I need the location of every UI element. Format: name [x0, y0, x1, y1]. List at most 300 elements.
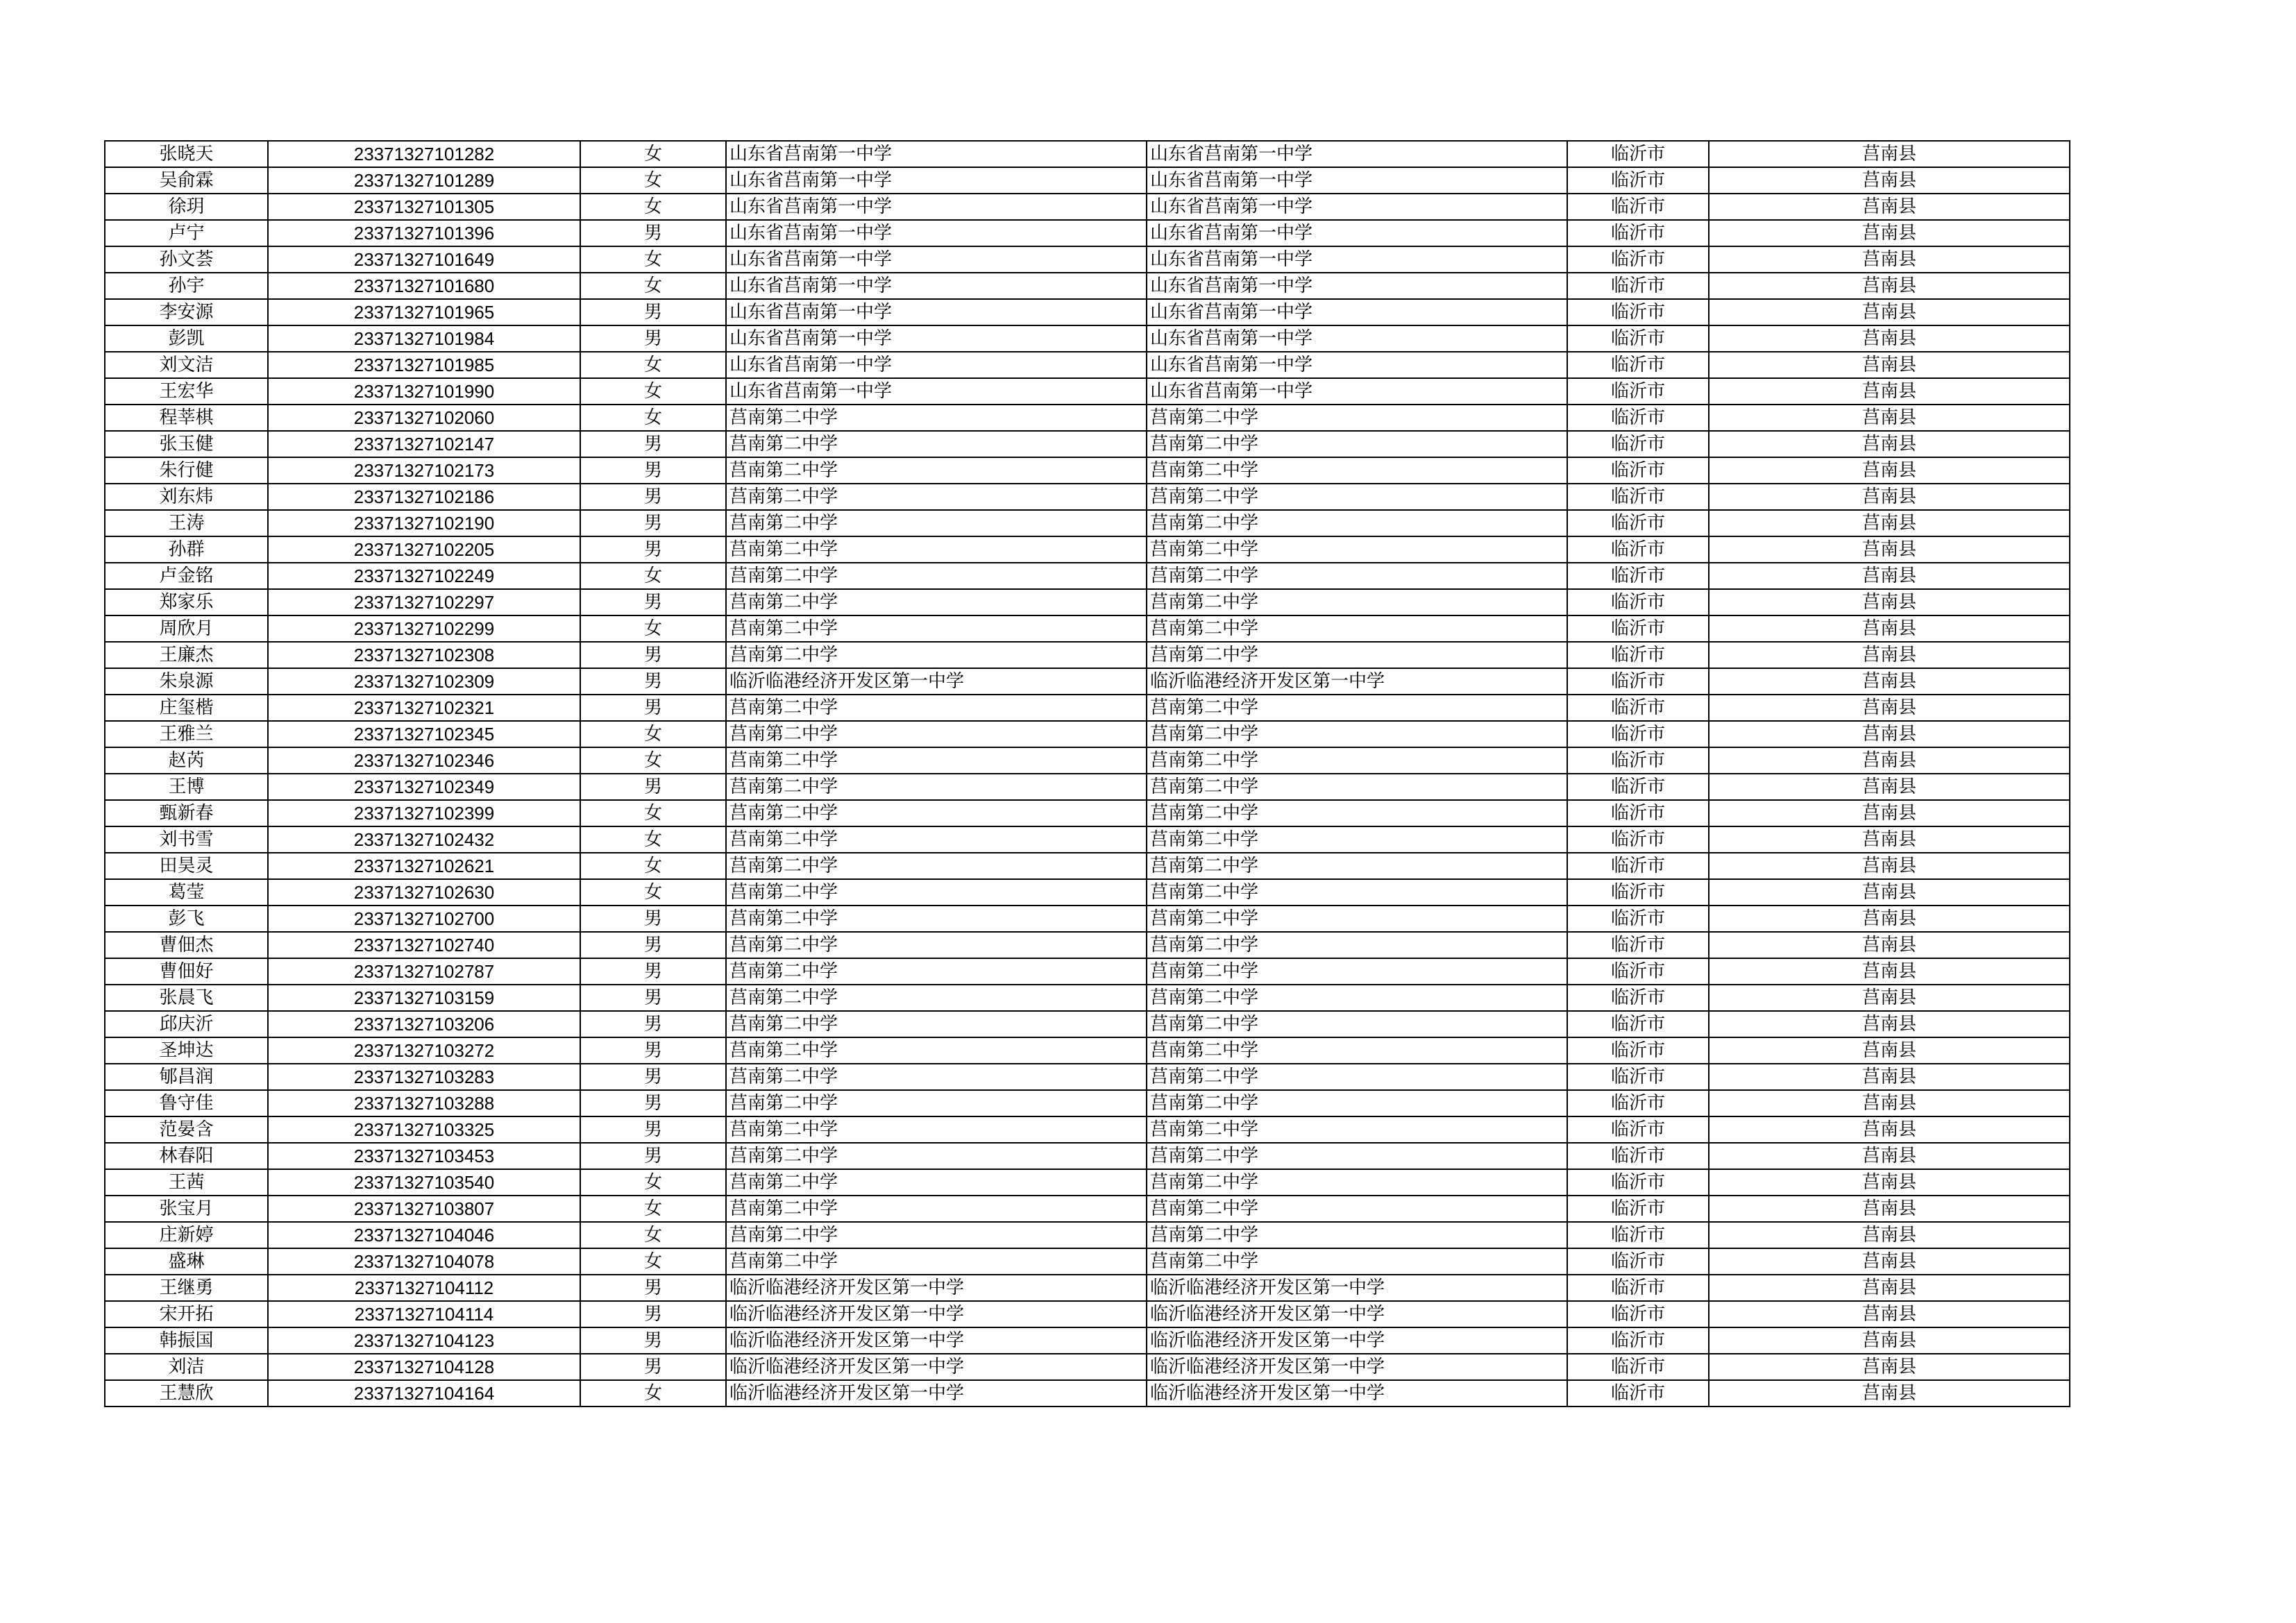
student-name-cell: 张玉健 [105, 431, 268, 457]
student-name-cell: 庄玺楷 [105, 695, 268, 721]
student-name-cell: 曹佃杰 [105, 932, 268, 958]
table-row [105, 1327, 2070, 1354]
gender-cell: 男 [580, 1301, 726, 1327]
exam-id-cell: 23371327102630 [268, 879, 580, 906]
table-row [105, 1301, 2070, 1327]
graduation-school-cell: 莒南第二中学 [1147, 747, 1567, 774]
graduation-school-cell: 山东省莒南第一中学 [1147, 141, 1567, 167]
county-cell: 莒南县 [1709, 220, 2070, 246]
county-cell: 莒南县 [1709, 1248, 2070, 1275]
gender-cell: 男 [580, 695, 726, 721]
city-cell: 临沂市 [1567, 536, 1709, 563]
table-row [105, 1064, 2070, 1090]
county-cell: 莒南县 [1709, 1380, 2070, 1407]
gender-cell: 女 [580, 826, 726, 853]
county-cell: 莒南县 [1709, 932, 2070, 958]
county-cell: 莒南县 [1709, 958, 2070, 985]
school-cell: 莒南第二中学 [726, 615, 1147, 642]
gender-cell: 男 [580, 1327, 726, 1354]
exam-id-cell: 23371327102787 [268, 958, 580, 985]
table-row [105, 826, 2070, 853]
exam-id-cell: 23371327102147 [268, 431, 580, 457]
table-row [105, 800, 2070, 826]
table-row [105, 774, 2070, 800]
exam-id-cell: 23371327101305 [268, 194, 580, 220]
exam-id-cell: 23371327101289 [268, 167, 580, 194]
school-cell: 莒南第二中学 [726, 800, 1147, 826]
school-cell: 莒南第二中学 [726, 1116, 1147, 1143]
graduation-school-cell: 山东省莒南第一中学 [1147, 194, 1567, 220]
student-name-cell: 卢宁 [105, 220, 268, 246]
exam-id-cell: 23371327104046 [268, 1222, 580, 1248]
gender-cell: 男 [580, 1064, 726, 1090]
gender-cell: 男 [580, 457, 726, 484]
gender-cell: 男 [580, 774, 726, 800]
county-cell: 莒南县 [1709, 194, 2070, 220]
exam-id-cell: 23371327101990 [268, 378, 580, 405]
county-cell: 莒南县 [1709, 800, 2070, 826]
graduation-school-cell: 山东省莒南第一中学 [1147, 299, 1567, 325]
county-cell: 莒南县 [1709, 457, 2070, 484]
city-cell: 临沂市 [1567, 563, 1709, 589]
student-name-cell: 王宏华 [105, 378, 268, 405]
school-cell: 山东省莒南第一中学 [726, 299, 1147, 325]
school-cell: 莒南第二中学 [726, 879, 1147, 906]
exam-id-cell: 23371327101680 [268, 273, 580, 299]
student-name-cell: 曹佃好 [105, 958, 268, 985]
city-cell: 临沂市 [1567, 1011, 1709, 1037]
graduation-school-cell: 莒南第二中学 [1147, 563, 1567, 589]
school-cell: 莒南第二中学 [726, 1169, 1147, 1196]
student-name-cell: 王雅兰 [105, 721, 268, 747]
student-name-cell: 王慧欣 [105, 1380, 268, 1407]
table-row [105, 879, 2070, 906]
county-cell: 莒南县 [1709, 1011, 2070, 1037]
county-cell: 莒南县 [1709, 1169, 2070, 1196]
gender-cell: 女 [580, 747, 726, 774]
county-cell: 莒南县 [1709, 1090, 2070, 1116]
county-cell: 莒南县 [1709, 879, 2070, 906]
exam-id-cell: 23371327103325 [268, 1116, 580, 1143]
city-cell: 临沂市 [1567, 1143, 1709, 1169]
gender-cell: 男 [580, 642, 726, 668]
county-cell: 莒南县 [1709, 536, 2070, 563]
exam-id-cell: 23371327101985 [268, 352, 580, 378]
student-name-cell: 张晨飞 [105, 985, 268, 1011]
table-row [105, 615, 2070, 642]
exam-id-cell: 23371327103807 [268, 1196, 580, 1222]
student-name-cell: 王廉杰 [105, 642, 268, 668]
table-row [105, 273, 2070, 299]
graduation-school-cell: 莒南第二中学 [1147, 642, 1567, 668]
county-cell: 莒南县 [1709, 589, 2070, 615]
gender-cell: 男 [580, 985, 726, 1011]
city-cell: 临沂市 [1567, 958, 1709, 985]
student-name-cell: 徐玥 [105, 194, 268, 220]
school-cell: 莒南第二中学 [726, 1037, 1147, 1064]
city-cell: 临沂市 [1567, 1116, 1709, 1143]
student-name-cell: 田昊灵 [105, 853, 268, 879]
county-cell: 莒南县 [1709, 431, 2070, 457]
graduation-school-cell: 莒南第二中学 [1147, 1196, 1567, 1222]
graduation-school-cell: 山东省莒南第一中学 [1147, 273, 1567, 299]
student-name-cell: 李安源 [105, 299, 268, 325]
school-cell: 莒南第二中学 [726, 958, 1147, 985]
school-cell: 莒南第二中学 [726, 484, 1147, 510]
exam-id-cell: 23371327104164 [268, 1380, 580, 1407]
city-cell: 临沂市 [1567, 906, 1709, 932]
graduation-school-cell: 莒南第二中学 [1147, 1248, 1567, 1275]
city-cell: 临沂市 [1567, 325, 1709, 352]
graduation-school-cell: 山东省莒南第一中学 [1147, 352, 1567, 378]
table-row [105, 906, 2070, 932]
exam-id-cell: 23371327103283 [268, 1064, 580, 1090]
table-row [105, 1354, 2070, 1380]
graduation-school-cell: 莒南第二中学 [1147, 1222, 1567, 1248]
graduation-school-cell: 临沂临港经济开发区第一中学 [1147, 1275, 1567, 1301]
student-name-cell: 郑家乐 [105, 589, 268, 615]
graduation-school-cell: 莒南第二中学 [1147, 879, 1567, 906]
city-cell: 临沂市 [1567, 510, 1709, 536]
gender-cell: 男 [580, 1090, 726, 1116]
school-cell: 山东省莒南第一中学 [726, 273, 1147, 299]
county-cell: 莒南县 [1709, 141, 2070, 167]
table-row [105, 747, 2070, 774]
graduation-school-cell: 莒南第二中学 [1147, 826, 1567, 853]
table-row [105, 958, 2070, 985]
exam-id-cell: 23371327102190 [268, 510, 580, 536]
table-row [105, 1380, 2070, 1407]
gender-cell: 男 [580, 589, 726, 615]
school-cell: 莒南第二中学 [726, 431, 1147, 457]
table-row [105, 536, 2070, 563]
table-row [105, 1169, 2070, 1196]
school-cell: 莒南第二中学 [726, 1222, 1147, 1248]
student-name-cell: 王茜 [105, 1169, 268, 1196]
county-cell: 莒南县 [1709, 774, 2070, 800]
graduation-school-cell: 临沂临港经济开发区第一中学 [1147, 1301, 1567, 1327]
graduation-school-cell: 莒南第二中学 [1147, 853, 1567, 879]
school-cell: 莒南第二中学 [726, 1090, 1147, 1116]
graduation-school-cell: 莒南第二中学 [1147, 536, 1567, 563]
gender-cell: 女 [580, 194, 726, 220]
county-cell: 莒南县 [1709, 1301, 2070, 1327]
county-cell: 莒南县 [1709, 642, 2070, 668]
graduation-school-cell: 莒南第二中学 [1147, 1037, 1567, 1064]
graduation-school-cell: 莒南第二中学 [1147, 932, 1567, 958]
student-name-cell: 卢金铭 [105, 563, 268, 589]
student-name-cell: 王继勇 [105, 1275, 268, 1301]
table-row [105, 457, 2070, 484]
county-cell: 莒南县 [1709, 325, 2070, 352]
graduation-school-cell: 莒南第二中学 [1147, 431, 1567, 457]
table-row [105, 299, 2070, 325]
exam-id-cell: 23371327104078 [268, 1248, 580, 1275]
county-cell: 莒南县 [1709, 563, 2070, 589]
city-cell: 临沂市 [1567, 1275, 1709, 1301]
city-cell: 临沂市 [1567, 246, 1709, 273]
student-name-cell: 鲁守佳 [105, 1090, 268, 1116]
gender-cell: 男 [580, 1116, 726, 1143]
school-cell: 临沂临港经济开发区第一中学 [726, 1301, 1147, 1327]
student-name-cell: 张晓天 [105, 141, 268, 167]
gender-cell: 男 [580, 325, 726, 352]
student-name-cell: 葛莹 [105, 879, 268, 906]
exam-id-cell: 23371327102060 [268, 405, 580, 431]
table-row [105, 405, 2070, 431]
graduation-school-cell: 莒南第二中学 [1147, 484, 1567, 510]
table-row [105, 853, 2070, 879]
city-cell: 临沂市 [1567, 484, 1709, 510]
table-row [105, 563, 2070, 589]
county-cell: 莒南县 [1709, 747, 2070, 774]
table-row [105, 721, 2070, 747]
student-name-cell: 范晏含 [105, 1116, 268, 1143]
city-cell: 临沂市 [1567, 985, 1709, 1011]
county-cell: 莒南县 [1709, 695, 2070, 721]
city-cell: 临沂市 [1567, 405, 1709, 431]
exam-id-cell: 23371327102321 [268, 695, 580, 721]
student-name-cell: 郇昌润 [105, 1064, 268, 1090]
county-cell: 莒南县 [1709, 484, 2070, 510]
exam-id-cell: 23371327102346 [268, 747, 580, 774]
county-cell: 莒南县 [1709, 906, 2070, 932]
exam-id-cell: 23371327102621 [268, 853, 580, 879]
exam-id-cell: 23371327101282 [268, 141, 580, 167]
exam-id-cell: 23371327103288 [268, 1090, 580, 1116]
gender-cell: 女 [580, 246, 726, 273]
county-cell: 莒南县 [1709, 1354, 2070, 1380]
student-name-cell: 孙文荟 [105, 246, 268, 273]
county-cell: 莒南县 [1709, 1116, 2070, 1143]
table-row [105, 695, 2070, 721]
table-row [105, 1116, 2070, 1143]
table-row [105, 431, 2070, 457]
city-cell: 临沂市 [1567, 1064, 1709, 1090]
gender-cell: 女 [580, 273, 726, 299]
school-cell: 莒南第二中学 [726, 695, 1147, 721]
table-row [105, 1275, 2070, 1301]
exam-id-cell: 23371327103206 [268, 1011, 580, 1037]
county-cell: 莒南县 [1709, 378, 2070, 405]
county-cell: 莒南县 [1709, 1064, 2070, 1090]
table-row [105, 1196, 2070, 1222]
gender-cell: 女 [580, 378, 726, 405]
exam-id-cell: 23371327101984 [268, 325, 580, 352]
school-cell: 临沂临港经济开发区第一中学 [726, 1327, 1147, 1354]
graduation-school-cell: 临沂临港经济开发区第一中学 [1147, 1380, 1567, 1407]
gender-cell: 男 [580, 1275, 726, 1301]
student-name-cell: 吴俞霖 [105, 167, 268, 194]
county-cell: 莒南县 [1709, 1196, 2070, 1222]
exam-id-cell: 23371327104112 [268, 1275, 580, 1301]
table-row [105, 510, 2070, 536]
city-cell: 临沂市 [1567, 826, 1709, 853]
city-cell: 临沂市 [1567, 1090, 1709, 1116]
city-cell: 临沂市 [1567, 167, 1709, 194]
city-cell: 临沂市 [1567, 853, 1709, 879]
county-cell: 莒南县 [1709, 826, 2070, 853]
student-name-cell: 程莘棋 [105, 405, 268, 431]
city-cell: 临沂市 [1567, 1196, 1709, 1222]
county-cell: 莒南县 [1709, 615, 2070, 642]
school-cell: 莒南第二中学 [726, 405, 1147, 431]
school-cell: 山东省莒南第一中学 [726, 167, 1147, 194]
county-cell: 莒南县 [1709, 985, 2070, 1011]
city-cell: 临沂市 [1567, 1301, 1709, 1327]
school-cell: 山东省莒南第一中学 [726, 246, 1147, 273]
exam-id-cell: 23371327104123 [268, 1327, 580, 1354]
gender-cell: 女 [580, 721, 726, 747]
city-cell: 临沂市 [1567, 457, 1709, 484]
table-row [105, 1011, 2070, 1037]
table-row [105, 1222, 2070, 1248]
graduation-school-cell: 莒南第二中学 [1147, 721, 1567, 747]
city-cell: 临沂市 [1567, 774, 1709, 800]
exam-id-cell: 23371327102308 [268, 642, 580, 668]
exam-id-cell: 23371327102173 [268, 457, 580, 484]
graduation-school-cell: 莒南第二中学 [1147, 615, 1567, 642]
county-cell: 莒南县 [1709, 246, 2070, 273]
graduation-school-cell: 莒南第二中学 [1147, 1143, 1567, 1169]
student-name-cell: 孙宇 [105, 273, 268, 299]
table-row [105, 589, 2070, 615]
gender-cell: 女 [580, 1196, 726, 1222]
graduation-school-cell: 莒南第二中学 [1147, 589, 1567, 615]
school-cell: 莒南第二中学 [726, 721, 1147, 747]
student-name-cell: 甄新春 [105, 800, 268, 826]
student-name-cell: 朱泉源 [105, 668, 268, 695]
table-row [105, 325, 2070, 352]
gender-cell: 男 [580, 220, 726, 246]
gender-cell: 女 [580, 615, 726, 642]
student-name-cell: 刘文洁 [105, 352, 268, 378]
city-cell: 临沂市 [1567, 431, 1709, 457]
gender-cell: 男 [580, 1037, 726, 1064]
gender-cell: 男 [580, 1011, 726, 1037]
graduation-school-cell: 莒南第二中学 [1147, 510, 1567, 536]
graduation-school-cell: 莒南第二中学 [1147, 457, 1567, 484]
county-cell: 莒南县 [1709, 853, 2070, 879]
school-cell: 莒南第二中学 [726, 589, 1147, 615]
student-name-cell: 林春阳 [105, 1143, 268, 1169]
student-name-cell: 周欣月 [105, 615, 268, 642]
student-name-cell: 孙群 [105, 536, 268, 563]
student-name-cell: 庄新婷 [105, 1222, 268, 1248]
exam-id-cell: 23371327103159 [268, 985, 580, 1011]
exam-id-cell: 23371327101965 [268, 299, 580, 325]
school-cell: 临沂临港经济开发区第一中学 [726, 1354, 1147, 1380]
city-cell: 临沂市 [1567, 141, 1709, 167]
school-cell: 山东省莒南第一中学 [726, 378, 1147, 405]
city-cell: 临沂市 [1567, 642, 1709, 668]
county-cell: 莒南县 [1709, 1275, 2070, 1301]
gender-cell: 女 [580, 853, 726, 879]
city-cell: 临沂市 [1567, 194, 1709, 220]
student-name-cell: 宋开拓 [105, 1301, 268, 1327]
table-row [105, 932, 2070, 958]
table-row [105, 352, 2070, 378]
school-cell: 莒南第二中学 [726, 1196, 1147, 1222]
city-cell: 临沂市 [1567, 1248, 1709, 1275]
student-name-cell: 彭飞 [105, 906, 268, 932]
student-name-cell: 刘洁 [105, 1354, 268, 1380]
gender-cell: 女 [580, 1380, 726, 1407]
student-roster-table [104, 140, 2070, 1407]
gender-cell: 男 [580, 484, 726, 510]
student-name-cell: 彭凯 [105, 325, 268, 352]
city-cell: 临沂市 [1567, 747, 1709, 774]
county-cell: 莒南县 [1709, 273, 2070, 299]
gender-cell: 男 [580, 958, 726, 985]
city-cell: 临沂市 [1567, 273, 1709, 299]
gender-cell: 女 [580, 563, 726, 589]
school-cell: 山东省莒南第一中学 [726, 194, 1147, 220]
school-cell: 莒南第二中学 [726, 774, 1147, 800]
gender-cell: 男 [580, 299, 726, 325]
gender-cell: 男 [580, 1354, 726, 1380]
graduation-school-cell: 莒南第二中学 [1147, 958, 1567, 985]
exam-id-cell: 23371327104128 [268, 1354, 580, 1380]
graduation-school-cell: 莒南第二中学 [1147, 695, 1567, 721]
table-row [105, 985, 2070, 1011]
exam-id-cell: 23371327103272 [268, 1037, 580, 1064]
exam-id-cell: 23371327102249 [268, 563, 580, 589]
graduation-school-cell: 莒南第二中学 [1147, 906, 1567, 932]
school-cell: 莒南第二中学 [726, 906, 1147, 932]
school-cell: 莒南第二中学 [726, 853, 1147, 879]
city-cell: 临沂市 [1567, 299, 1709, 325]
exam-id-cell: 23371327102205 [268, 536, 580, 563]
city-cell: 临沂市 [1567, 1354, 1709, 1380]
school-cell: 山东省莒南第一中学 [726, 325, 1147, 352]
city-cell: 临沂市 [1567, 879, 1709, 906]
exam-id-cell: 23371327102740 [268, 932, 580, 958]
table-row [105, 1037, 2070, 1064]
student-name-cell: 王博 [105, 774, 268, 800]
school-cell: 莒南第二中学 [726, 536, 1147, 563]
city-cell: 临沂市 [1567, 932, 1709, 958]
student-name-cell: 圣坤达 [105, 1037, 268, 1064]
graduation-school-cell: 临沂临港经济开发区第一中学 [1147, 1327, 1567, 1354]
table-row [105, 378, 2070, 405]
exam-id-cell: 23371327102309 [268, 668, 580, 695]
graduation-school-cell: 莒南第二中学 [1147, 1169, 1567, 1196]
student-name-cell: 韩振国 [105, 1327, 268, 1354]
graduation-school-cell: 临沂临港经济开发区第一中学 [1147, 1354, 1567, 1380]
exam-id-cell: 23371327102700 [268, 906, 580, 932]
student-name-cell: 张宝月 [105, 1196, 268, 1222]
student-name-cell: 刘东炜 [105, 484, 268, 510]
exam-id-cell: 23371327102186 [268, 484, 580, 510]
exam-id-cell: 23371327102345 [268, 721, 580, 747]
city-cell: 临沂市 [1567, 352, 1709, 378]
graduation-school-cell: 山东省莒南第一中学 [1147, 325, 1567, 352]
school-cell: 临沂临港经济开发区第一中学 [726, 1275, 1147, 1301]
school-cell: 莒南第二中学 [726, 1248, 1147, 1275]
school-cell: 临沂临港经济开发区第一中学 [726, 668, 1147, 695]
exam-id-cell: 23371327102399 [268, 800, 580, 826]
county-cell: 莒南县 [1709, 299, 2070, 325]
exam-id-cell: 23371327103540 [268, 1169, 580, 1196]
graduation-school-cell: 临沂临港经济开发区第一中学 [1147, 668, 1567, 695]
school-cell: 莒南第二中学 [726, 747, 1147, 774]
graduation-school-cell: 莒南第二中学 [1147, 774, 1567, 800]
exam-id-cell: 23371327102349 [268, 774, 580, 800]
school-cell: 莒南第二中学 [726, 932, 1147, 958]
graduation-school-cell: 莒南第二中学 [1147, 405, 1567, 431]
city-cell: 临沂市 [1567, 695, 1709, 721]
